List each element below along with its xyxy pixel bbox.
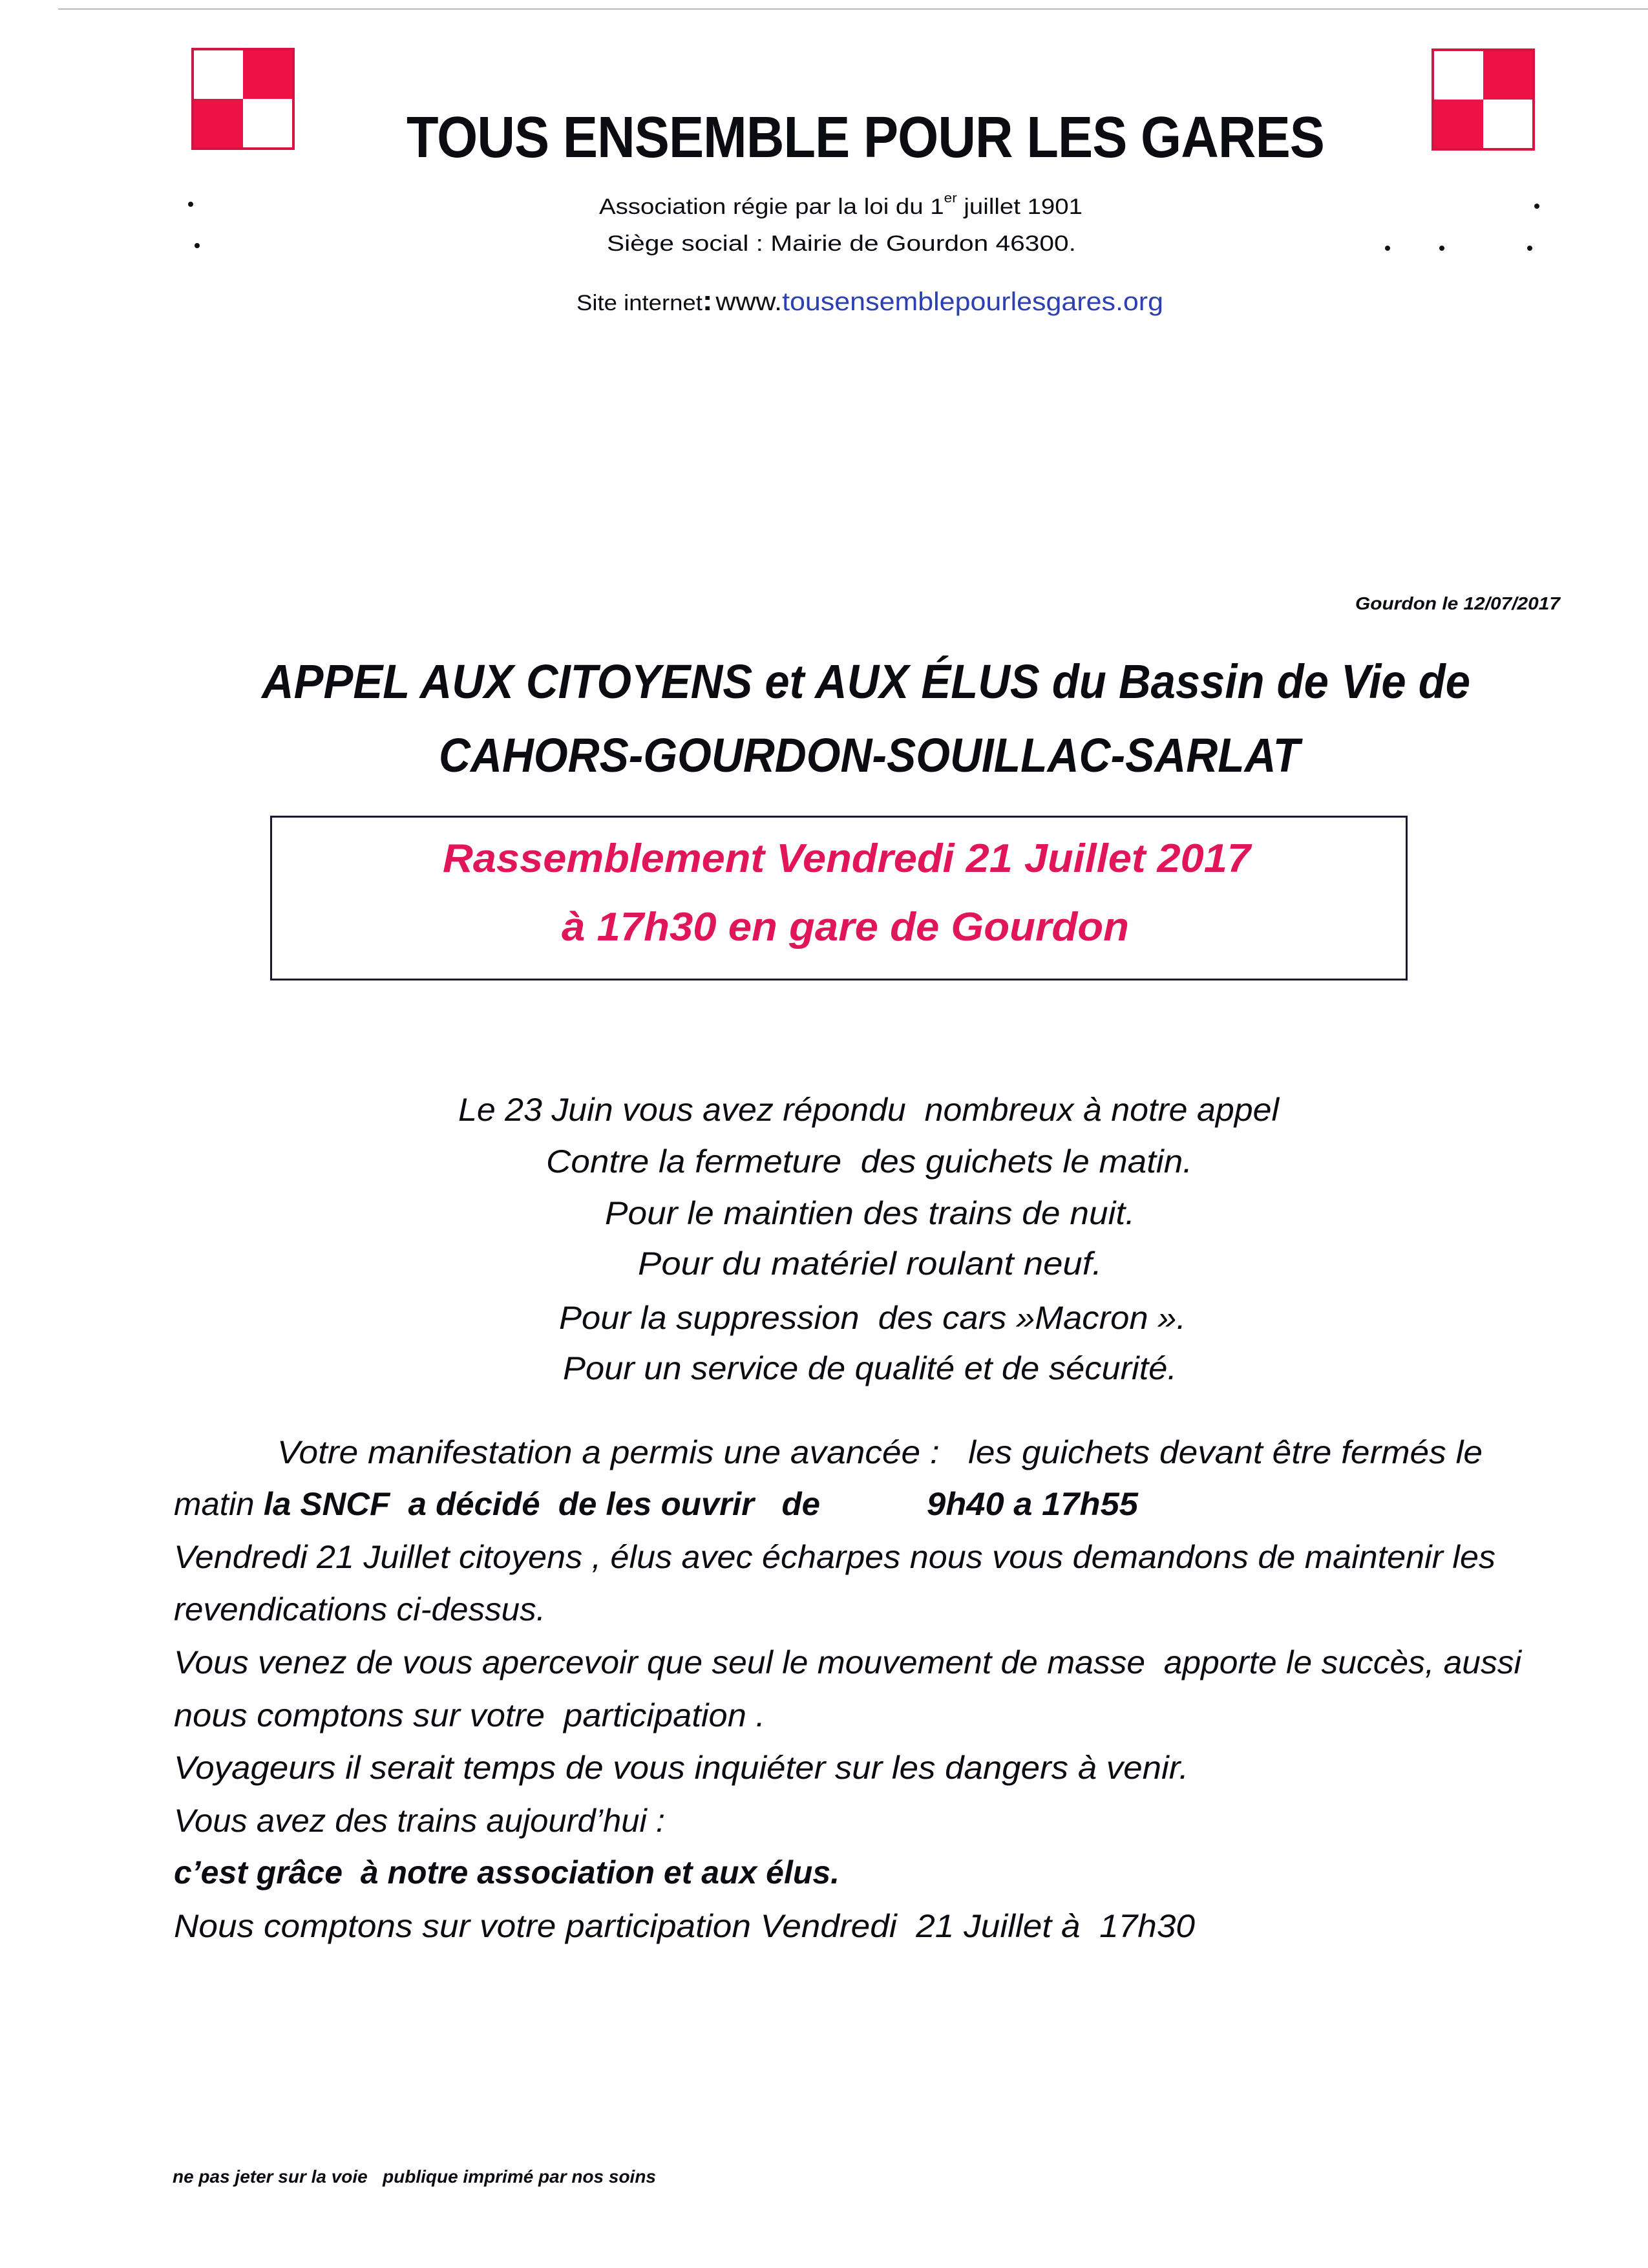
paragraph-line-text: Voyageurs il serait temps de vous inquiéter sur les dangers à venir.: [173, 1750, 1188, 1786]
paragraph-line: [271, 1426, 1483, 1470]
logo-left: [191, 48, 295, 150]
logo-square-white: [1483, 100, 1532, 148]
heading-line-2: [433, 721, 1379, 782]
centered-line: [599, 1187, 1135, 1231]
paragraph-line-text: [174, 1488, 820, 1520]
paragraph-line-text: Nous comptons sur votre participation Vendredi 21 Juillet à 17h30: [173, 1908, 1195, 1944]
centered-line: [553, 1291, 1186, 1336]
heading-text-1: APPEL AUX CITOYENS et AUX ÉLUS du Bassin de Vie de: [261, 655, 1470, 708]
paragraph-line: [168, 1478, 820, 1522]
paragraph-line-text: revendications ci-dessus.: [173, 1591, 545, 1627]
paragraph-line-text: Vous venez de vous apercevoir que seul le mouvement de masse apporte le succès, aussi: [173, 1644, 1521, 1680]
siege-line: [601, 222, 1076, 256]
decorative-dot: [1527, 246, 1532, 251]
rally-text-1: Rassemblement Vendredi 21 Juillet 2017: [442, 836, 1251, 881]
logo-square-red: [243, 50, 292, 99]
rally-line-2: [556, 897, 1129, 949]
date-text: Gourdon le 12/07/2017: [1355, 593, 1560, 613]
centered-line-text: Pour la suppression des cars »Macron ».: [558, 1300, 1186, 1336]
paragraph-line-text: nous comptons sur votre participation .: [173, 1697, 765, 1733]
paragraph-line: [921, 1478, 1138, 1522]
paragraph-line-text: Votre manifestation a permis une avancée : les guichets devant être fermés le: [277, 1434, 1483, 1470]
rally-line-1: [437, 829, 1251, 881]
paragraph-line: [168, 1846, 840, 1889]
paragraph-line: [168, 1689, 765, 1733]
site-link[interactable]: tousensemblepourlesgares.org: [781, 288, 1163, 316]
logo-square-white: [1434, 51, 1483, 100]
site-text: [576, 287, 1163, 315]
site-colon: :: [702, 285, 713, 317]
rally-text-2: à 17h30 en gare de Gourdon: [561, 905, 1129, 949]
decorative-dot: [1439, 246, 1444, 251]
paragraph-bold-line: c’est grâce à notre association et aux élus.: [173, 1854, 840, 1891]
centered-line: [557, 1342, 1177, 1386]
decorative-dot: [1534, 204, 1539, 209]
centered-line-text: Le 23 Juin vous avez répondu nombreux à notre appel: [458, 1092, 1279, 1128]
paragraph-line: [168, 1741, 1188, 1786]
association-prefix: Association régie par la loi du 1: [598, 195, 944, 219]
heading-text-2: CAHORS-GOURDON-SOUILLAC-SARLAT: [438, 728, 1300, 782]
centered-line: [540, 1135, 1192, 1180]
footer-line: [167, 2157, 656, 2186]
logo-square-red: [1483, 51, 1532, 100]
paragraph-span: matin: [173, 1486, 264, 1522]
heading-line-1: [256, 648, 1562, 706]
org-title: TOUS ENSEMBLE POUR LES GARES: [406, 105, 1324, 170]
decorative-dot: [188, 202, 193, 207]
paragraph-bold-span: la SNCF a décidé de les ouvrir de: [263, 1486, 820, 1522]
centered-line-text: Pour le maintien des trains de nuit.: [604, 1195, 1135, 1231]
logo-square-white: [194, 50, 243, 99]
date-line: [1349, 584, 1560, 613]
footer-text: ne pas jeter sur la voie publique imprimé par nos soins: [172, 2167, 656, 2187]
logo-right: [1431, 48, 1535, 151]
paragraph-line: [168, 1636, 1521, 1680]
centered-line: [632, 1237, 1102, 1282]
siege-text: Siège social : Mairie de Gourdon 46300.: [606, 231, 1076, 256]
association-text: [598, 191, 1083, 219]
centered-line-text: Pour du matériel roulant neuf.: [637, 1245, 1102, 1282]
association-sup: er: [944, 191, 957, 206]
centered-line-text: Contre la fermeture des guichets le matin.: [545, 1143, 1192, 1180]
decorative-dot: [1385, 246, 1390, 251]
association-line: [593, 185, 1083, 219]
paragraph-line: [168, 1583, 545, 1627]
scan-edge-line: [58, 8, 1648, 10]
decorative-dot: [195, 243, 200, 248]
logo-square-red: [1434, 100, 1483, 148]
opening-hours: 9h40 a 17h55: [926, 1486, 1138, 1522]
paragraph-line: [168, 1794, 665, 1839]
logo-square-red: [194, 99, 243, 147]
logo-square-white: [243, 99, 292, 147]
site-label: Site internet: [576, 291, 703, 315]
centered-line-text: Pour un service de qualité et de sécurité.: [562, 1350, 1177, 1386]
paragraph-line: [168, 1531, 1495, 1575]
org-title-wrap: [401, 98, 1424, 170]
paragraph-line-text: Vendredi 21 Juillet citoyens , élus avec écharpes nous vous demandons de maintenir les: [173, 1539, 1495, 1575]
site-www[interactable]: www.: [715, 288, 782, 316]
centered-line: [452, 1083, 1279, 1128]
site-line: [571, 277, 1163, 317]
paragraph-line: [168, 1900, 1195, 1944]
paragraph-line-text: Vous avez des trains aujourd’hui :: [173, 1803, 665, 1839]
association-suffix: juillet 1901: [956, 195, 1083, 219]
